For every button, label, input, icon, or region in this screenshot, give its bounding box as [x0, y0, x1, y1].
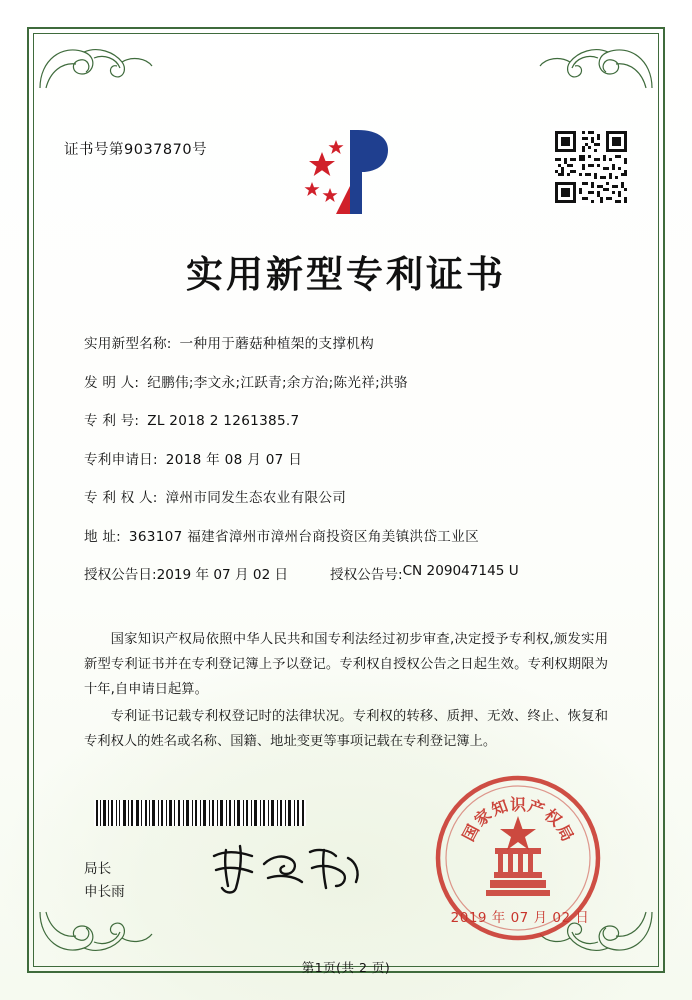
field-utility-model-name: [84, 332, 614, 352]
svg-text:家: 家: [470, 805, 496, 831]
field-application-date: [84, 448, 614, 468]
svg-text:局: 局: [553, 821, 578, 845]
field-address: [84, 525, 614, 545]
field-value: CN 209047145 U: [402, 563, 519, 579]
field-value: 363107 福建省漳州市漳州台商投资区角美镇洪岱工业区: [128, 528, 479, 545]
seal-date: 2019 年 07 月 02 日: [450, 910, 590, 926]
field-label: 实用新型名称:: [84, 336, 172, 352]
field-value: 漳州市同发生态农业有限公司: [165, 490, 347, 506]
svg-text:国: 国: [458, 821, 483, 845]
field-patentee: [84, 486, 614, 506]
field-value: 2018 年 08 月 07 日: [165, 451, 303, 468]
svg-text:产: 产: [525, 796, 548, 820]
barcode-icon: [94, 800, 306, 826]
field-label: 授权公告日:: [84, 567, 157, 583]
field-announcement-number: [330, 563, 519, 583]
handwritten-signature: [206, 840, 364, 898]
legal-text: [84, 627, 608, 756]
signature-labels: [84, 858, 125, 904]
svg-text:识: 识: [509, 795, 527, 814]
field-value: 2019 年 07 月 02 日: [156, 567, 289, 583]
signature-role: 局长: [84, 861, 112, 877]
field-label: 专 利 权 人:: [84, 490, 158, 506]
field-value: 一种用于蘑菇种植架的支撑机构: [179, 336, 375, 352]
signature-name: 申长雨: [84, 884, 125, 900]
svg-text:权: 权: [540, 805, 566, 831]
field-announcement-date: [84, 563, 330, 583]
legal-paragraph-2: 专利证书记载专利权登记时的法律状况。专利权的转移、质押、无效、终止、恢复和专利权人的姓名或名称、国籍、地址变更等事项记载在专利登记簿上。: [84, 709, 608, 749]
qr-code-icon: [552, 128, 630, 206]
page-footer: 第1页(共 2 页): [301, 960, 391, 975]
svg-text:知: 知: [488, 796, 511, 820]
field-value: ZL 2018 2 1261385.7: [147, 413, 300, 429]
certificate-number: 证书号第9037870号: [64, 142, 208, 158]
field-inventors: [84, 371, 614, 391]
field-list: [84, 332, 614, 583]
field-label: 专利申请日:: [84, 451, 158, 468]
announcement-row: [84, 563, 614, 583]
page-title: 实用新型专利证书: [186, 253, 506, 296]
field-label: 发 明 人:: [84, 374, 140, 391]
patent-office-logo-icon: [296, 126, 400, 218]
field-label: 专 利 号:: [84, 413, 140, 429]
field-value: 纪鹏伟;李文永;江跃青;余方治;陈光祥;洪骆: [147, 374, 408, 391]
field-patent-number: [84, 409, 614, 429]
field-label: 地 址:: [84, 528, 121, 545]
field-label: 授权公告号:: [330, 567, 403, 583]
legal-paragraph-1: 国家知识产权局依照中华人民共和国专利法经过初步审查,决定授予专利权,颁发实用新型专利证书并在专利登记簿上予以登记。专利权自授权公告之日起生效。专利权期限为十年,自申请日起算。: [84, 632, 608, 697]
